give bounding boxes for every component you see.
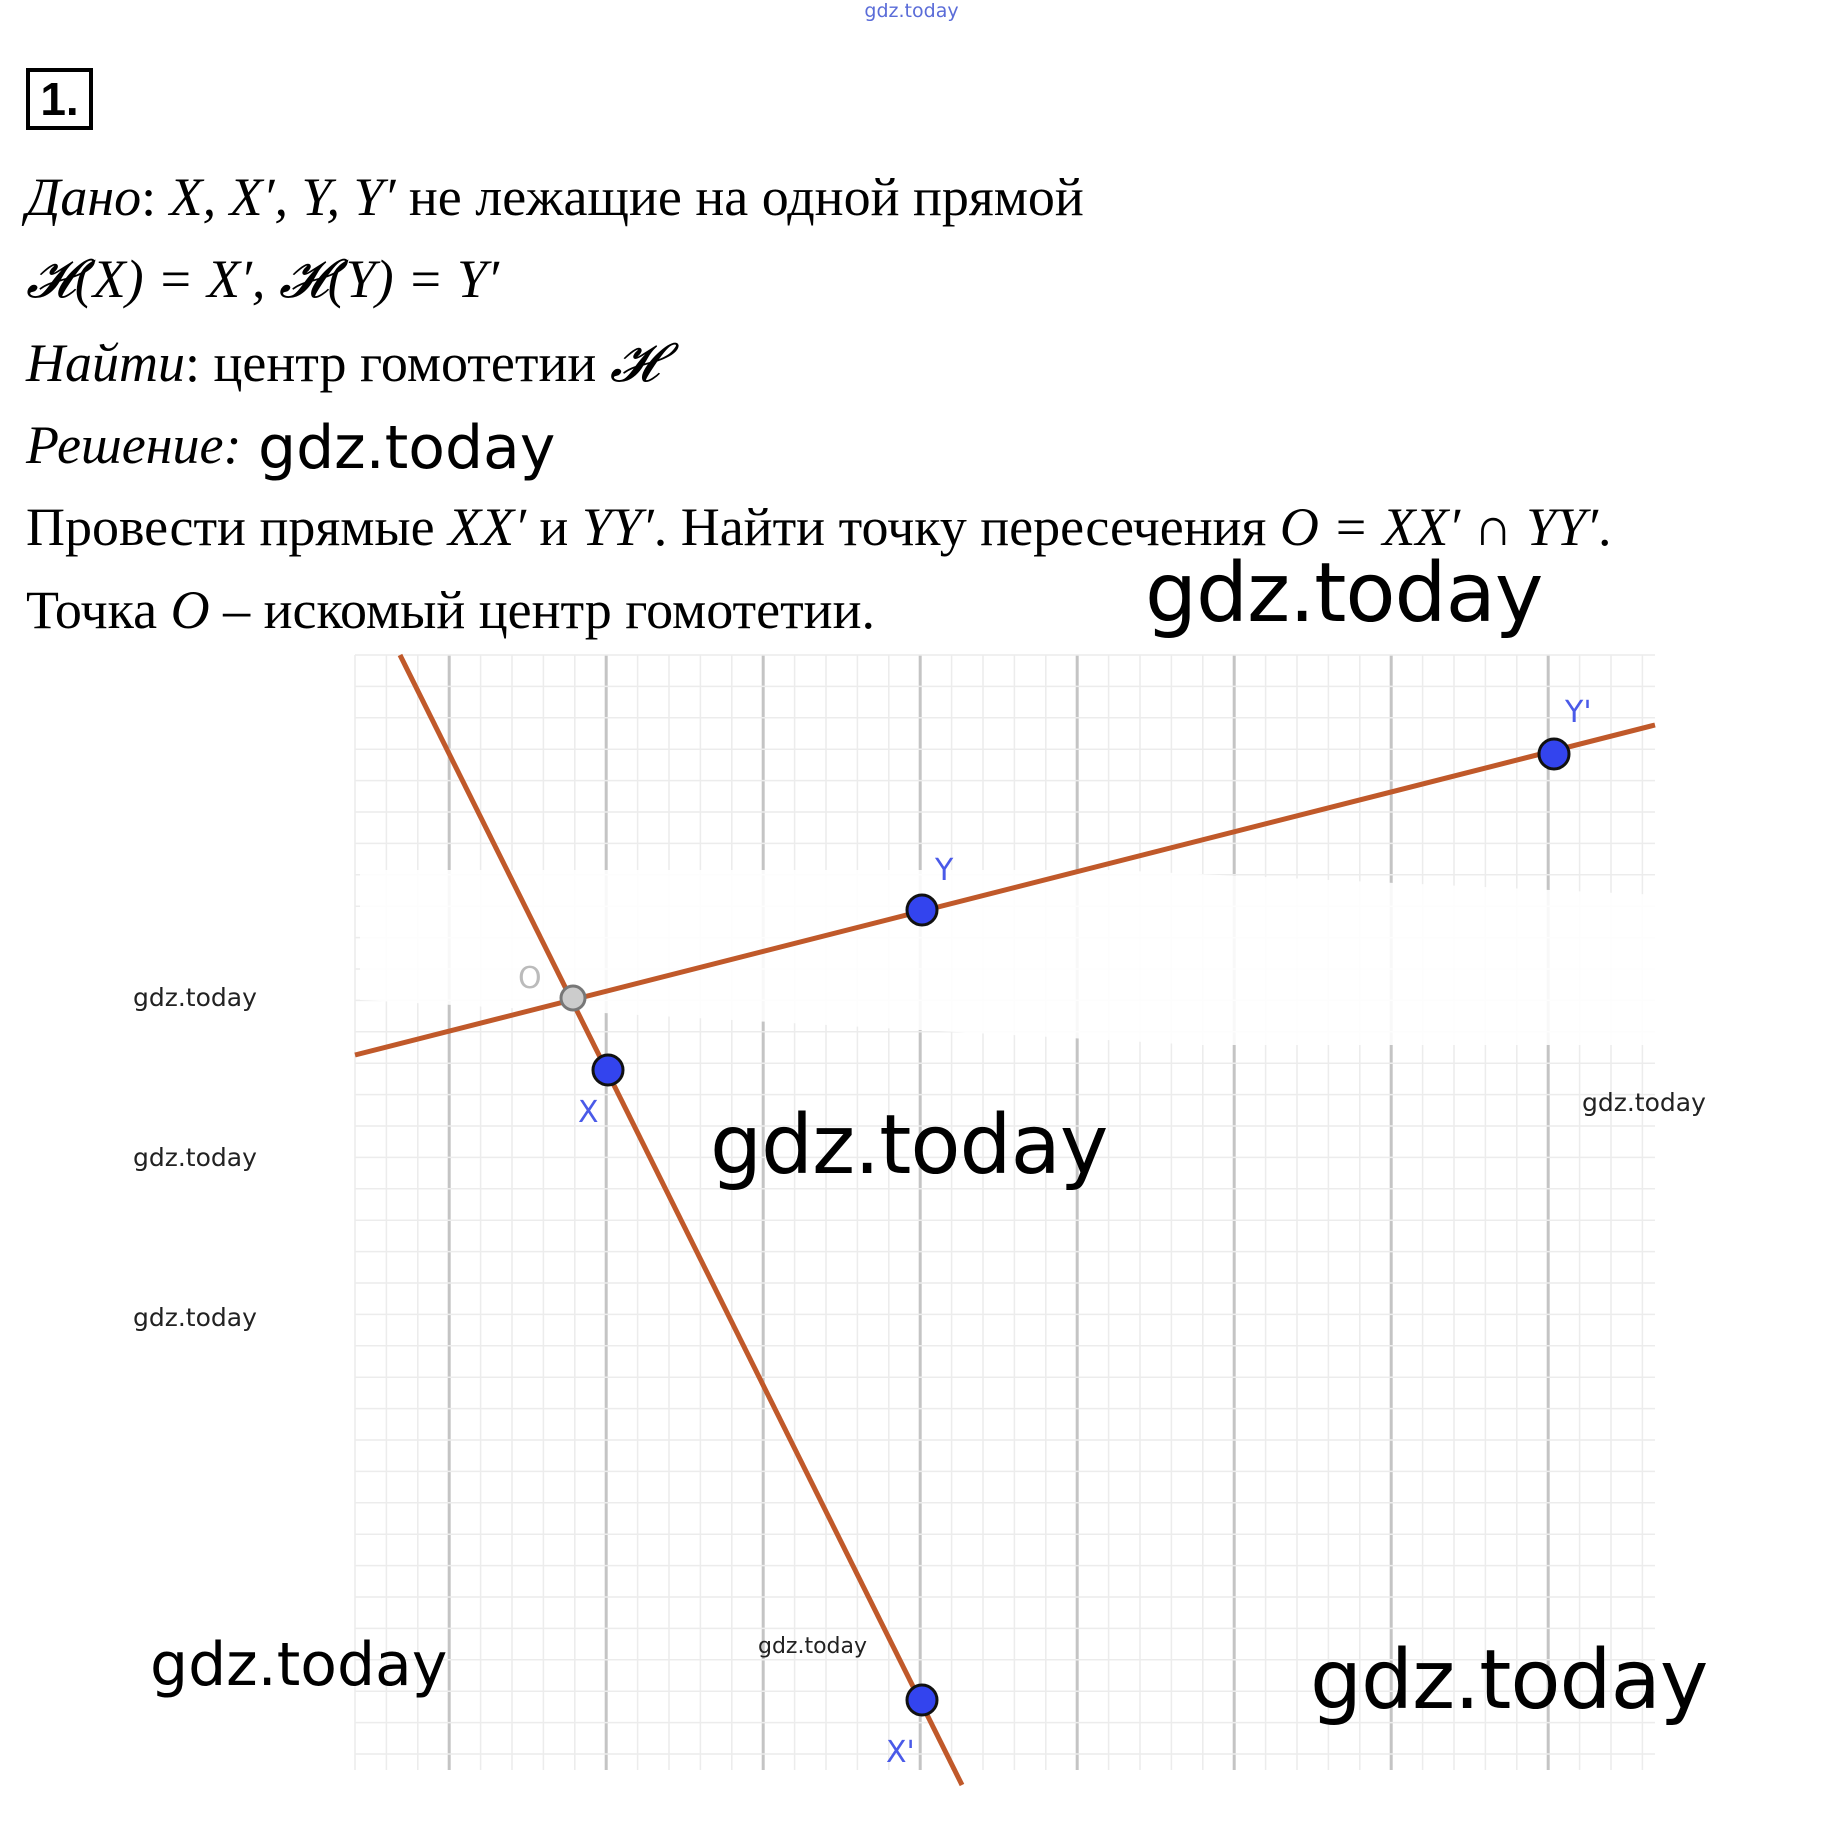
find-line: Найти: центр гомотетии 𝓗: [26, 333, 659, 393]
point-x-prime: [907, 1685, 937, 1715]
watermark-solution: gdz.today: [258, 413, 556, 483]
label-o: O: [518, 961, 542, 996]
find-symbol: 𝓗: [609, 333, 659, 393]
watermark-bottom-right: gdz.today: [1310, 1633, 1708, 1728]
step1-line-yy: YY′: [581, 497, 654, 557]
given-line: Дано: X, X′, Y, Y′ не лежащие на одной прямой: [26, 167, 1084, 227]
step1-line-xx: XX′: [448, 497, 526, 557]
step2-point: O: [170, 580, 210, 640]
given-text: не лежащие на одной прямой: [408, 167, 1084, 227]
top-watermark: gdz.today: [864, 0, 959, 22]
given-points: X, X′, Y, Y′: [169, 167, 396, 227]
grid: [355, 655, 1655, 1770]
label-y-prime: Y': [1565, 695, 1592, 730]
watermark-right-small: gdz.today: [1582, 1088, 1706, 1117]
find-text: центр гомотетии: [213, 333, 597, 393]
step1-and: и: [539, 497, 569, 557]
point-y: [907, 895, 937, 925]
point-o: [561, 986, 585, 1010]
watermark-left-1: gdz.today: [133, 983, 257, 1012]
step1-intersection: O = XX′ ∩ YY′: [1279, 497, 1598, 557]
watermark-bottom-center: gdz.today: [758, 1634, 868, 1659]
step2-post: – искомый центр гомотетии.: [223, 580, 875, 640]
find-label: Найти: [26, 333, 185, 393]
problem-number: 1.: [26, 68, 93, 130]
label-y: Y: [935, 853, 954, 888]
step1-post: . Найти точку пересечения: [653, 497, 1267, 557]
step1-end: .: [1597, 497, 1612, 557]
label-x: X: [578, 1095, 599, 1130]
point-x: [593, 1055, 623, 1085]
watermark-center: gdz.today: [710, 1098, 1108, 1193]
watermark-mask: [360, 870, 1660, 1045]
solution-label: Решение:: [26, 415, 242, 475]
watermark-bottom-left: gdz.today: [150, 1630, 448, 1700]
watermark-right-top: gdz.today: [1145, 546, 1543, 641]
label-x-prime: X': [886, 1735, 915, 1770]
point-y-prime: [1539, 739, 1569, 769]
watermark-left-2: gdz.today: [133, 1143, 257, 1172]
mapping-line: 𝓗(X) = X′, 𝓗(Y) = Y′: [26, 249, 499, 309]
step1-pre: Провести прямые: [26, 497, 435, 557]
given-label: Дано: [26, 167, 142, 227]
step2-pre: Точка: [26, 580, 158, 640]
watermark-left-3: gdz.today: [133, 1303, 257, 1332]
